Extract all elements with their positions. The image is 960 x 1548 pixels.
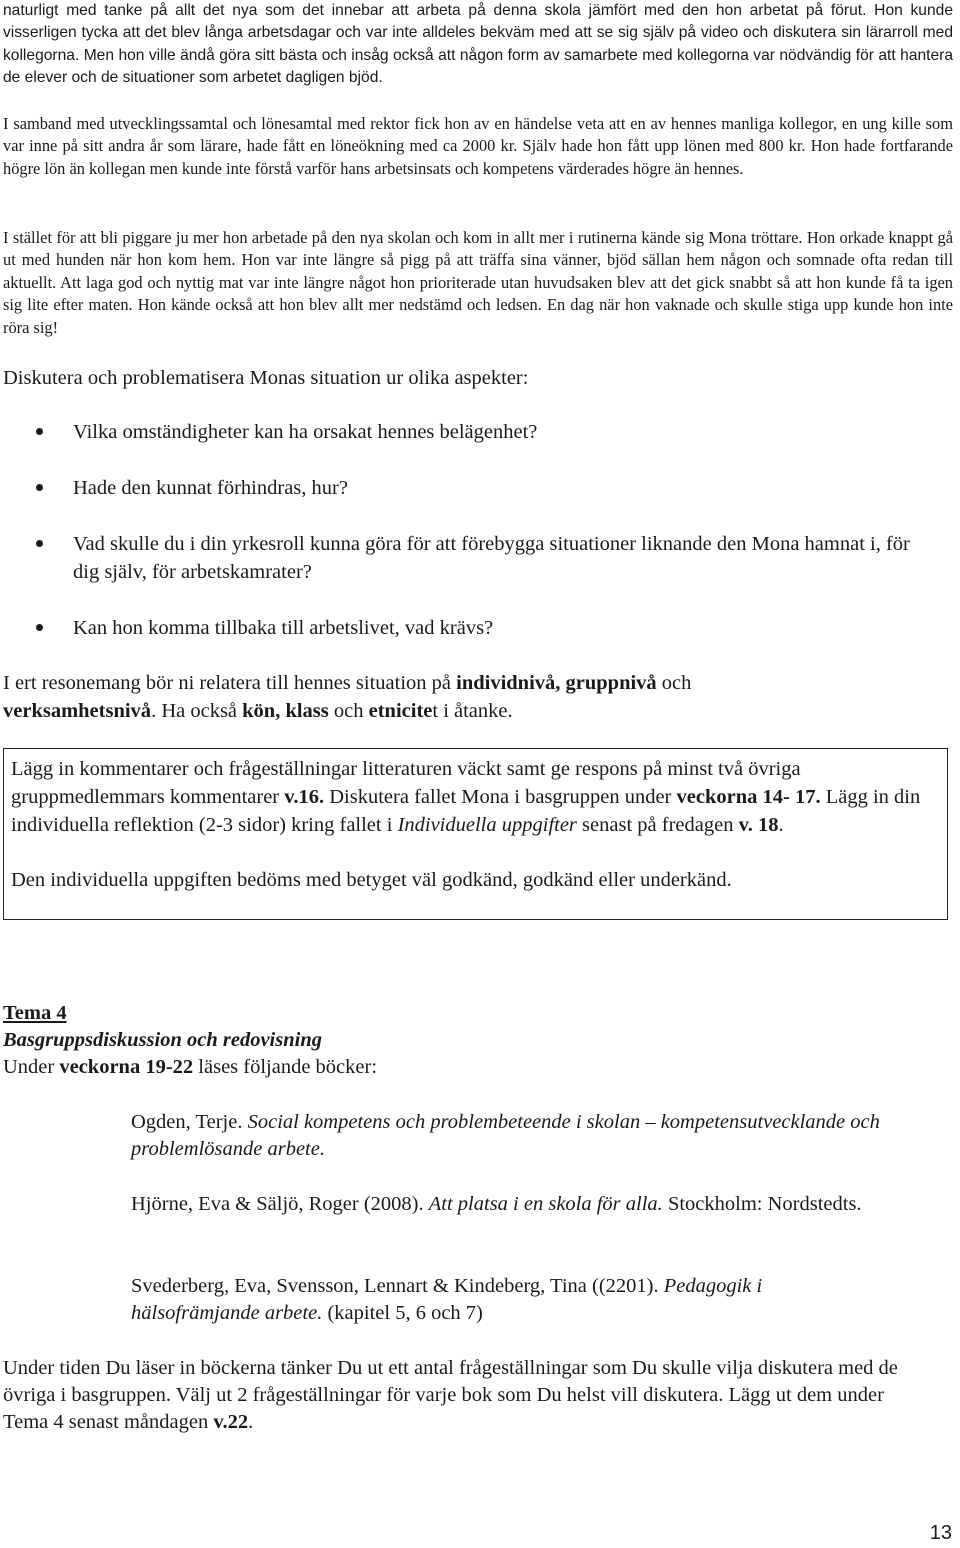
discussion-heading: Diskutera och problematisera Monas situation ur olika aspekter: (3, 367, 529, 389)
list-item: Vilka omständigheter kan ha orsakat hennes belägenhet? (3, 418, 953, 446)
section-subtitle: Basgruppsdiskussion och redovisning (3, 1029, 322, 1051)
intro-paragraph-2: I samband med utvecklingssamtal och lönesamtal med rektor fick hon av en händelse veta att en av hennes manliga kollegor, en ung kille som var inne på sitt andra år som lärare, hade fått en löneökning med ca 2000 kr. Själv hade hon fått upp lönen med 800 kr. Hon hade fortfarande högre lön än kollegan men kunde inte förstå varför hans arbetsinsats och kompetens värderades högre än hennes. (3, 114, 953, 178)
grading-note: Den individuella uppgiften bedöms med betyget väl godkänd, godkänd eller underkänd. (11, 869, 732, 891)
book-reference: Svederberg, Eva, Svensson, Lennart & Kindeberg, Tina ((2201). Pedagogik i hälsofrämjande arbete. (kapitel 5, 6 och 7) (131, 1275, 763, 1324)
list-item: Vad skulle du i din yrkesroll kunna göra för att förebygga situationer liknande den Mona hamnat i, för dig själv, för arbetskamrater? (3, 530, 953, 586)
relate-instruction: I ert resonemang bör ni relatera till hennes situation på individnivå, gruppnivå och verksamhetsnivå. Ha också kön, klass och etnicitet i åtanke. (3, 672, 692, 722)
bullet-icon (36, 484, 43, 491)
assignment-instructions: Lägg in kommentarer och frågeställningar litteraturen väckt samt ge respons på minst två övriga gruppmedlemmars kommentarer v.16. Diskutera fallet Mona i basgruppen under veckorna 14- 17. Lägg in din individuella reflektion (2-3 sidor) kring fallet i Individuella uppgifter senast på fredagen v. 18. (11, 758, 921, 836)
assignment-box (3, 748, 948, 920)
bullet-icon (36, 624, 43, 631)
intro-paragraph-1: naturligt med tanke på allt det nya som det innebar att arbeta på denna skola jämfört med den hon arbetat på förut. Hon kunde visserligen tycka att det blev långa arbetsdagar och var inte alldeles bekväm med att se sig själv på video och diskutera sin lärarroll med kollegorna. Men hon ville ändå göra sitt bästa och insåg också att någon form av samarbete med kollegorna var nödvändig för att hantera de elever och de situationer som arbetet dagligen bjöd. (3, 2, 953, 87)
bullet-icon (36, 540, 43, 547)
question-list (3, 418, 953, 642)
bullet-icon (36, 428, 43, 435)
reading-intro: Under veckorna 19-22 läses följande böcker: (3, 1056, 378, 1078)
tema-section (3, 1000, 953, 1081)
book-reference: Ogden, Terje. Social kompetens och problembeteende i skolan – kompetensutvecklande och problemlösande arbete. (131, 1111, 880, 1160)
list-item: Kan hon komma tillbaka till arbetslivet, vad krävs? (3, 614, 953, 642)
closing-instructions: Under tiden Du läser in böckerna tänker Du ut ett antal frågeställningar som Du skulle vilja diskutera med de övriga i basgruppen. Välj ut 2 frågeställningar för varje bok som Du helst vill diskutera. Lägg ut dem under Tema 4 senast måndagen v.22. (3, 1357, 898, 1433)
book-reference: Hjörne, Eva & Säljö, Roger (2008). Att platsa i en skola för alla. Stockholm: Nordstedts. (131, 1193, 862, 1215)
intro-paragraph-3: I stället för att bli piggare ju mer hon arbetade på den nya skolan och kom in allt mer i rutinerna kände sig Mona tröttare. Hon orkade knappt gå ut med hunden när hon kom hem. Hon var inte längre så pigg på att träffa sina vänner, bjöd sällan hem någon och somnade ofta redan till aktuellt. Att laga god och nyttig mat var inte längre något hon prioriterade utan huvudsaken blev att det gick snabbt så att hon kunde få ta igen sig lite efter maten. Hon kände också att hon blev allt mer nedstämd och ledsen. En dag när hon vaknade och skulle stiga upp kunde hon inte röra sig! (3, 228, 953, 337)
page-number: 13 (929, 1522, 952, 1544)
section-title: Tema 4 (3, 1002, 67, 1024)
list-item: Hade den kunnat förhindras, hur? (3, 474, 953, 502)
